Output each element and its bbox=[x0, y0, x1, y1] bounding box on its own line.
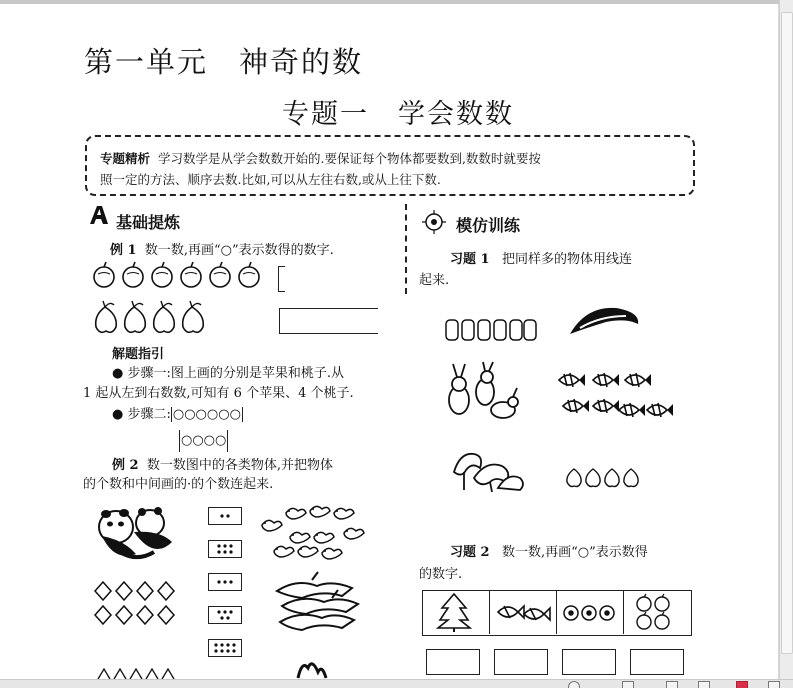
example1-label: 例 1 bbox=[110, 243, 137, 258]
exercise1-line1 bbox=[450, 249, 632, 271]
birds-image bbox=[260, 501, 375, 561]
intro-line2: 照一定的方法、顺序去数.比如,可以从左往右数,或从上往下数. bbox=[100, 172, 441, 187]
step2-label: ● 步骤二: bbox=[112, 407, 171, 422]
column-divider bbox=[405, 204, 407, 294]
diamond bbox=[116, 606, 132, 624]
bird bbox=[344, 528, 364, 539]
apple bbox=[123, 262, 143, 287]
apple bbox=[152, 262, 172, 287]
strip-divider-1 bbox=[489, 590, 490, 634]
fish bbox=[563, 399, 589, 413]
dot bbox=[214, 643, 217, 646]
apple bbox=[181, 262, 201, 287]
section-a-icon bbox=[88, 204, 110, 226]
dot bbox=[223, 580, 226, 583]
diamond bbox=[137, 582, 153, 600]
peach bbox=[624, 469, 638, 487]
fish bbox=[593, 373, 619, 387]
intro-label: 专题精析 bbox=[100, 151, 151, 166]
step2 bbox=[112, 404, 243, 426]
apples-icon bbox=[632, 592, 682, 632]
bird bbox=[314, 532, 334, 543]
strip-divider-3 bbox=[623, 590, 624, 634]
dot-card bbox=[208, 540, 242, 558]
peach bbox=[96, 301, 117, 332]
dot bbox=[229, 610, 232, 613]
diamond bbox=[158, 582, 174, 600]
fish bbox=[647, 403, 673, 417]
fish bbox=[593, 399, 619, 413]
diamond bbox=[95, 582, 111, 600]
bird bbox=[310, 506, 330, 517]
answer-frame-2 bbox=[279, 308, 378, 334]
answer-box[interactable] bbox=[426, 649, 480, 675]
apple bbox=[655, 615, 669, 629]
dot bbox=[232, 643, 235, 646]
document-page bbox=[0, 4, 778, 681]
bird bbox=[334, 508, 354, 519]
dot bbox=[214, 649, 217, 652]
dot bbox=[229, 580, 232, 583]
dot bbox=[226, 616, 229, 619]
answer-box[interactable] bbox=[630, 649, 684, 675]
section-basic-title: 基础提炼 bbox=[116, 213, 181, 232]
answer-bracket-1 bbox=[278, 266, 285, 292]
bird bbox=[262, 520, 282, 531]
hat-image bbox=[566, 304, 642, 340]
diamond bbox=[158, 606, 174, 624]
dot bbox=[217, 580, 220, 583]
topic-title: 专题一 学会数数 bbox=[282, 99, 514, 130]
exercise1-label: 习题 1 bbox=[450, 252, 490, 267]
example2-text1: 数一数图中的各类物体,并把物体 bbox=[146, 458, 333, 473]
flowers-image bbox=[450, 442, 526, 492]
step2-apples: ○○○○○○ bbox=[172, 407, 241, 422]
dot bbox=[232, 649, 235, 652]
fish bbox=[625, 373, 651, 387]
dot bbox=[226, 514, 229, 517]
rabbits-right-image bbox=[443, 362, 519, 420]
tree-icon bbox=[436, 592, 472, 632]
apple bbox=[94, 262, 114, 287]
example2-line2: 的个数和中间画的·的个数连起来. bbox=[83, 477, 274, 492]
dot bbox=[220, 616, 223, 619]
dot bbox=[223, 610, 226, 613]
intro-text bbox=[100, 148, 680, 190]
dot bbox=[220, 643, 223, 646]
step1-line1: ● 步骤一:图上画的分别是苹果和桃子.从 bbox=[112, 366, 344, 381]
peaches-right-image bbox=[565, 466, 645, 490]
unit-title: 第一单元 神奇的数 bbox=[84, 45, 364, 79]
dot bbox=[217, 610, 220, 613]
apple bbox=[239, 262, 259, 287]
dot-card bbox=[208, 573, 242, 591]
section-practice-title: 模仿训练 bbox=[456, 216, 521, 235]
bird bbox=[298, 546, 318, 557]
apple bbox=[210, 262, 230, 287]
section-b-icon bbox=[424, 212, 444, 232]
peach bbox=[154, 301, 175, 332]
dot-card bbox=[208, 507, 242, 525]
peaches-row bbox=[92, 301, 222, 337]
diamond bbox=[95, 606, 111, 624]
fish bbox=[559, 373, 585, 387]
peach bbox=[125, 301, 146, 332]
dot-card bbox=[208, 639, 242, 657]
fish-image bbox=[557, 366, 675, 424]
guide-title: 解题指引 bbox=[112, 347, 165, 362]
diamond bbox=[137, 606, 153, 624]
apple bbox=[637, 597, 651, 611]
pandas-image bbox=[94, 502, 174, 564]
peach bbox=[605, 469, 619, 487]
example1 bbox=[110, 240, 334, 262]
peach bbox=[586, 469, 600, 487]
scrollbar-thumb[interactable] bbox=[781, 12, 793, 654]
dot bbox=[226, 649, 229, 652]
exercise1-text: 把同样多的物体用线连 bbox=[501, 252, 632, 267]
animal-partial bbox=[292, 658, 332, 680]
peach bbox=[183, 301, 204, 332]
bird bbox=[322, 548, 342, 559]
apples-row bbox=[92, 262, 272, 290]
bird bbox=[290, 532, 310, 543]
example2-label: 例 2 bbox=[112, 458, 139, 473]
diamonds-image bbox=[94, 581, 184, 629]
bird bbox=[286, 508, 306, 519]
exercise2-line2: 的数字. bbox=[419, 567, 463, 582]
example1-text: 数一数,再画“○”表示数得的数字. bbox=[144, 243, 334, 258]
peach bbox=[567, 469, 581, 487]
intro-line1: 学习数学是从学会数数开始的.要保证每个物体都要数到,数数时就要按 bbox=[157, 151, 541, 166]
exercise2-line1 bbox=[450, 542, 648, 564]
figures-image bbox=[445, 316, 537, 342]
dot-card bbox=[208, 606, 242, 624]
dot bbox=[217, 544, 220, 547]
diamond bbox=[116, 582, 132, 600]
step1-line2: 1 起从左到右数数,可知有 6 个苹果、4 个桃子. bbox=[83, 386, 354, 401]
exercise2-label: 习题 2 bbox=[450, 545, 490, 560]
step2-peaches: ○○○○ bbox=[179, 430, 228, 452]
exercise2-text: 数一数,再画“○”表示数得 bbox=[501, 545, 648, 560]
flowers-icon bbox=[562, 602, 618, 624]
rabbits-image bbox=[272, 576, 362, 636]
exercise1-line2: 起来. bbox=[419, 273, 450, 288]
fish bbox=[619, 403, 645, 417]
strip-divider-2 bbox=[556, 590, 557, 634]
dot bbox=[223, 550, 226, 553]
dot bbox=[220, 649, 223, 652]
dot bbox=[229, 550, 232, 553]
answer-box[interactable] bbox=[562, 649, 616, 675]
dot bbox=[229, 544, 232, 547]
dot bbox=[226, 643, 229, 646]
dot bbox=[220, 514, 223, 517]
dot bbox=[217, 550, 220, 553]
apple bbox=[637, 615, 651, 629]
bird bbox=[274, 546, 294, 557]
fish-pair-icon bbox=[496, 600, 550, 626]
apple bbox=[655, 597, 669, 611]
answer-box[interactable] bbox=[494, 649, 548, 675]
dot bbox=[223, 544, 226, 547]
